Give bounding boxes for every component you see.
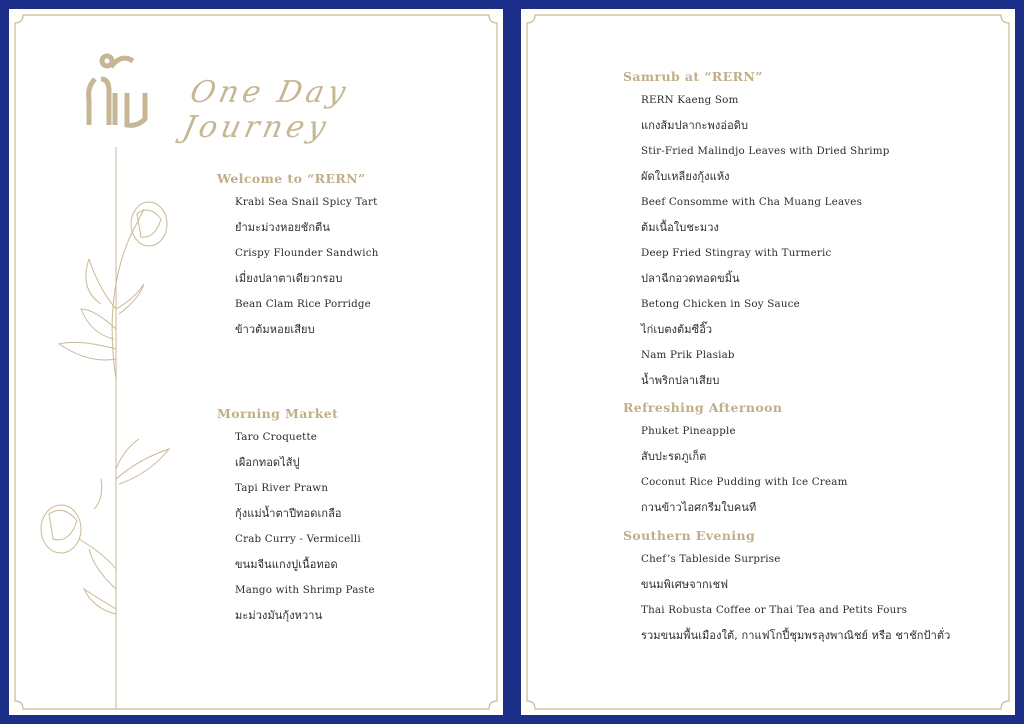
menu-item-name-en: Crab Curry - Vermicelli — [235, 533, 361, 545]
menu-item-name-th: ยำมะม่วงหอยชักตีน — [235, 221, 330, 234]
menu-item-name-th: ต้มเนื้อใบชะมวง — [641, 221, 720, 234]
menu-item-name-en: Crispy Flounder Sandwich — [235, 247, 379, 259]
menu-item-name-th: ปลาฉีกอวดทอดขมิ้น — [641, 272, 740, 285]
menu-item-name-en: RERN Kaeng Som — [641, 94, 739, 106]
menu-item-name-th: มะม่วงมันกุ้งหวาน — [235, 609, 323, 622]
menu-page-right — [521, 9, 1015, 715]
menu-item-name-th: แกงส้มปลากะพงอ่อดิบ — [641, 119, 749, 132]
menu-item-name-th: ขนมจีนแกงปูเนื้อทอด — [235, 558, 338, 571]
menu-item-name-th: รวมขนมพื้นเมืองใต้, กาแฟโกปี้ชุมพรลุงพาณิชย์ หรือ ชาชักป้าตั่ว — [641, 629, 951, 642]
section-title: Morning Market — [217, 406, 339, 421]
menu-item-name-en: Deep Fried Stingray with Turmeric — [641, 247, 832, 259]
menu-item-name-en: Taro Croquette — [235, 431, 318, 443]
menu-item-name-th: น้ำพริกปลาเสียบ — [641, 374, 720, 387]
menu-item-name-en: Nam Prik Plasiab — [641, 349, 735, 361]
section-title: Southern Evening — [623, 528, 756, 543]
menu-title: One Day Journey — [179, 75, 353, 145]
menu-item-name-th: ข้าวต้มหอยเสียบ — [235, 323, 315, 336]
menu-item-name-en: Chef’s Tableside Surprise — [641, 553, 781, 565]
section-title: Welcome to “RERN” — [217, 171, 366, 186]
menu-item-name-en: Tapi River Prawn — [235, 482, 329, 494]
menu-item-name-th: กุ้งแม่น้ำตาปีทอดเกลือ — [235, 507, 342, 520]
menu-item-name-th: ผัดใบเหลียงกุ้งแห้ง — [641, 170, 730, 183]
logo-text: เริ่น — [81, 47, 83, 48]
section-title: Samrub at “RERN” — [623, 69, 763, 84]
menu-item-name-en: Betong Chicken in Soy Sauce — [641, 298, 800, 310]
menu-item-name-en: Phuket Pineapple — [641, 425, 736, 437]
menu-item-name-th: สับปะรดภูเก็ต — [641, 450, 707, 463]
menu-page-left — [9, 9, 503, 715]
menu-item-name-th: กวนข้าวไอศกรีมใบคนที — [641, 501, 757, 514]
menu-item-name-en: Bean Clam Rice Porridge — [235, 298, 371, 310]
menu-item-name-en: Stir-Fried Malindjo Leaves with Dried Shrimp — [641, 145, 890, 157]
menu-item-name-th: ไก่เบตงต้มซีอิ๊ว — [641, 323, 713, 336]
section-title: Refreshing Afternoon — [623, 400, 783, 415]
menu-item-name-en: Krabi Sea Snail Spicy Tart — [235, 196, 378, 208]
menu-item-name-en: Thai Robusta Coffee or Thai Tea and Petits Fours — [641, 604, 908, 616]
menu-item-name-en: Beef Consomme with Cha Muang Leaves — [641, 196, 863, 208]
menu-item-name-th: เผือกทอดไส้ปู — [235, 456, 300, 469]
menu-item-name-th: เมี่ยงปลาตาเดียวกรอบ — [235, 272, 343, 285]
menu-item-name-en: Mango with Shrimp Paste — [235, 584, 375, 596]
menu-item-name-th: ขนมพิเศษจากเชฟ — [641, 578, 729, 591]
menu-item-name-en: Coconut Rice Pudding with Ice Cream — [641, 476, 848, 488]
